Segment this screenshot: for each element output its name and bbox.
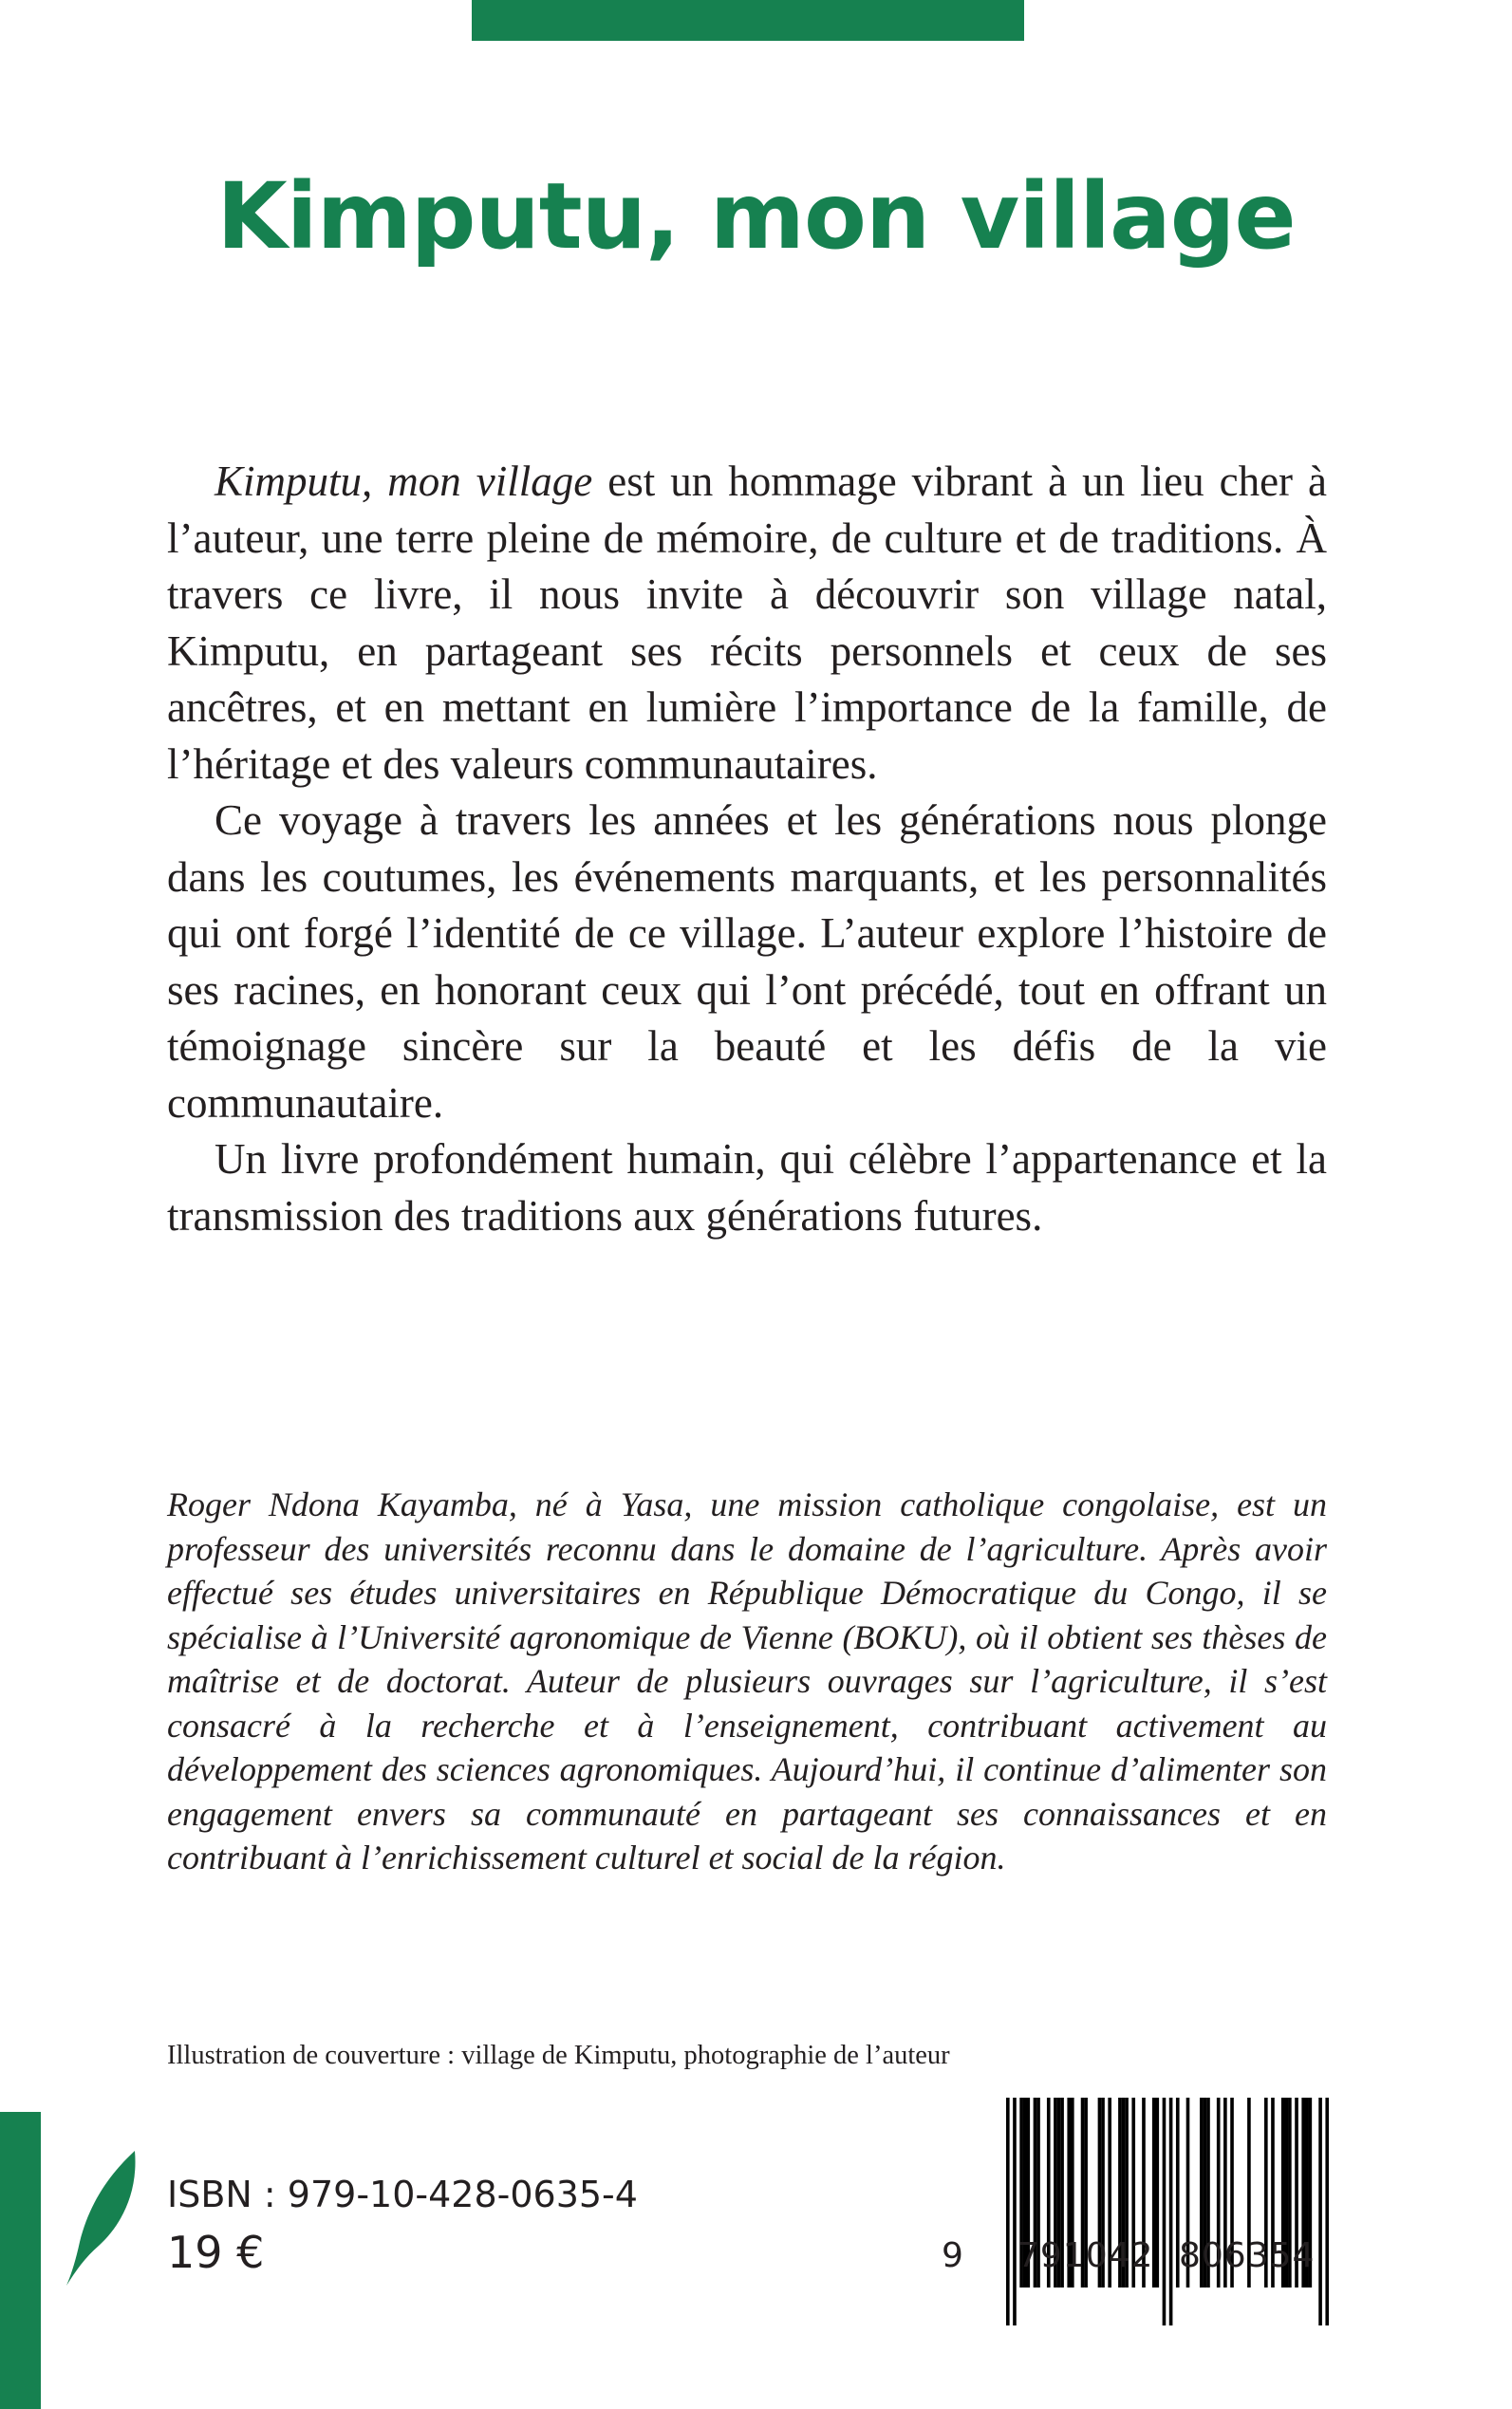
- barcode-bar: [1163, 2098, 1167, 2325]
- book-title: Kimputu, mon village: [216, 163, 1296, 270]
- illustration-credit: Illustration de couverture : village de Kimputu, photographie de l’auteur: [167, 2041, 950, 2070]
- barcode-digit-first: 9: [942, 2236, 964, 2275]
- top-accent-bar: [472, 0, 1024, 41]
- barcode-digits-left: 791042: [1017, 2236, 1154, 2275]
- barcode-bar: [1169, 2098, 1173, 2325]
- author-bio: Roger Ndona Kayamba, né à Yasa, une mission catholique congolaise, est un professeur des universités reconnu dans le domaine de l’agriculture. Après avoir effectué ses études universitaires en République Démocratique du Congo, il se spécialise à l’Université agronomique de Vienne (BOKU), où il obtient ses thèses de maîtrise et de doctorat. Auteur de plusieurs ouvrages sur l’agriculture, il s’est consacré à la recherche et à l’enseignement, contribuant activement au développement des sciences agronomiques. Aujourd’hui, il continue d’alimenter son engagement envers sa communauté en partageant ses connaissances et en contribuant à l’enrichissement culturel et social de la région.: [167, 1485, 1327, 1877]
- feather-leaf-icon: [61, 2147, 142, 2289]
- summary-paragraph-3: Un livre profondément humain, qui célèbre l’appartenance et la transmission des traditions aux générations futures.: [167, 1135, 1327, 1240]
- price-text: 19 €: [167, 2227, 265, 2278]
- barcode: [1006, 2098, 1329, 2325]
- summary-title-italic: Kimputu, mon village: [215, 458, 593, 505]
- summary-paragraph-2: Ce voyage à travers les années et les générations nous plonge dans les coutumes, les événements marquants, et les personnalités qui ont forgé l’identité de ce village. L’auteur explore l’histoire de ses racines, en honorant ceux qui l’ont précédé, tout en offrant un témoignage sincère sur la beauté et les défis de la vie communautaire.: [167, 796, 1327, 1127]
- barcode-digits-right: 806354: [1179, 2236, 1316, 2275]
- isbn-text: ISBN : 979-10-428-0635-4: [167, 2174, 638, 2215]
- summary-paragraph-1: [167, 454, 1327, 793]
- barcode-bar: [1155, 2098, 1159, 2288]
- left-accent-bar: [0, 2112, 41, 2409]
- barcode-bar: [1325, 2098, 1329, 2325]
- barcode-bar: [1006, 2098, 1010, 2325]
- book-summary: [167, 454, 1327, 1244]
- barcode-bar: [1318, 2098, 1322, 2325]
- barcode-bar: [1013, 2098, 1017, 2325]
- summary-paragraph-1-text: est un hommage vibrant à un lieu cher à l’auteur, une terre pleine de mémoire, de culture et de traditions. À travers ce livre, il nous invite à découvrir son village natal, Kimputu, en partageant ses récits personnels et ceux de ses ancêtres, et en mettant en lumière l’importance de la famille, de l’héritage et des valeurs communautaires.: [167, 458, 1328, 788]
